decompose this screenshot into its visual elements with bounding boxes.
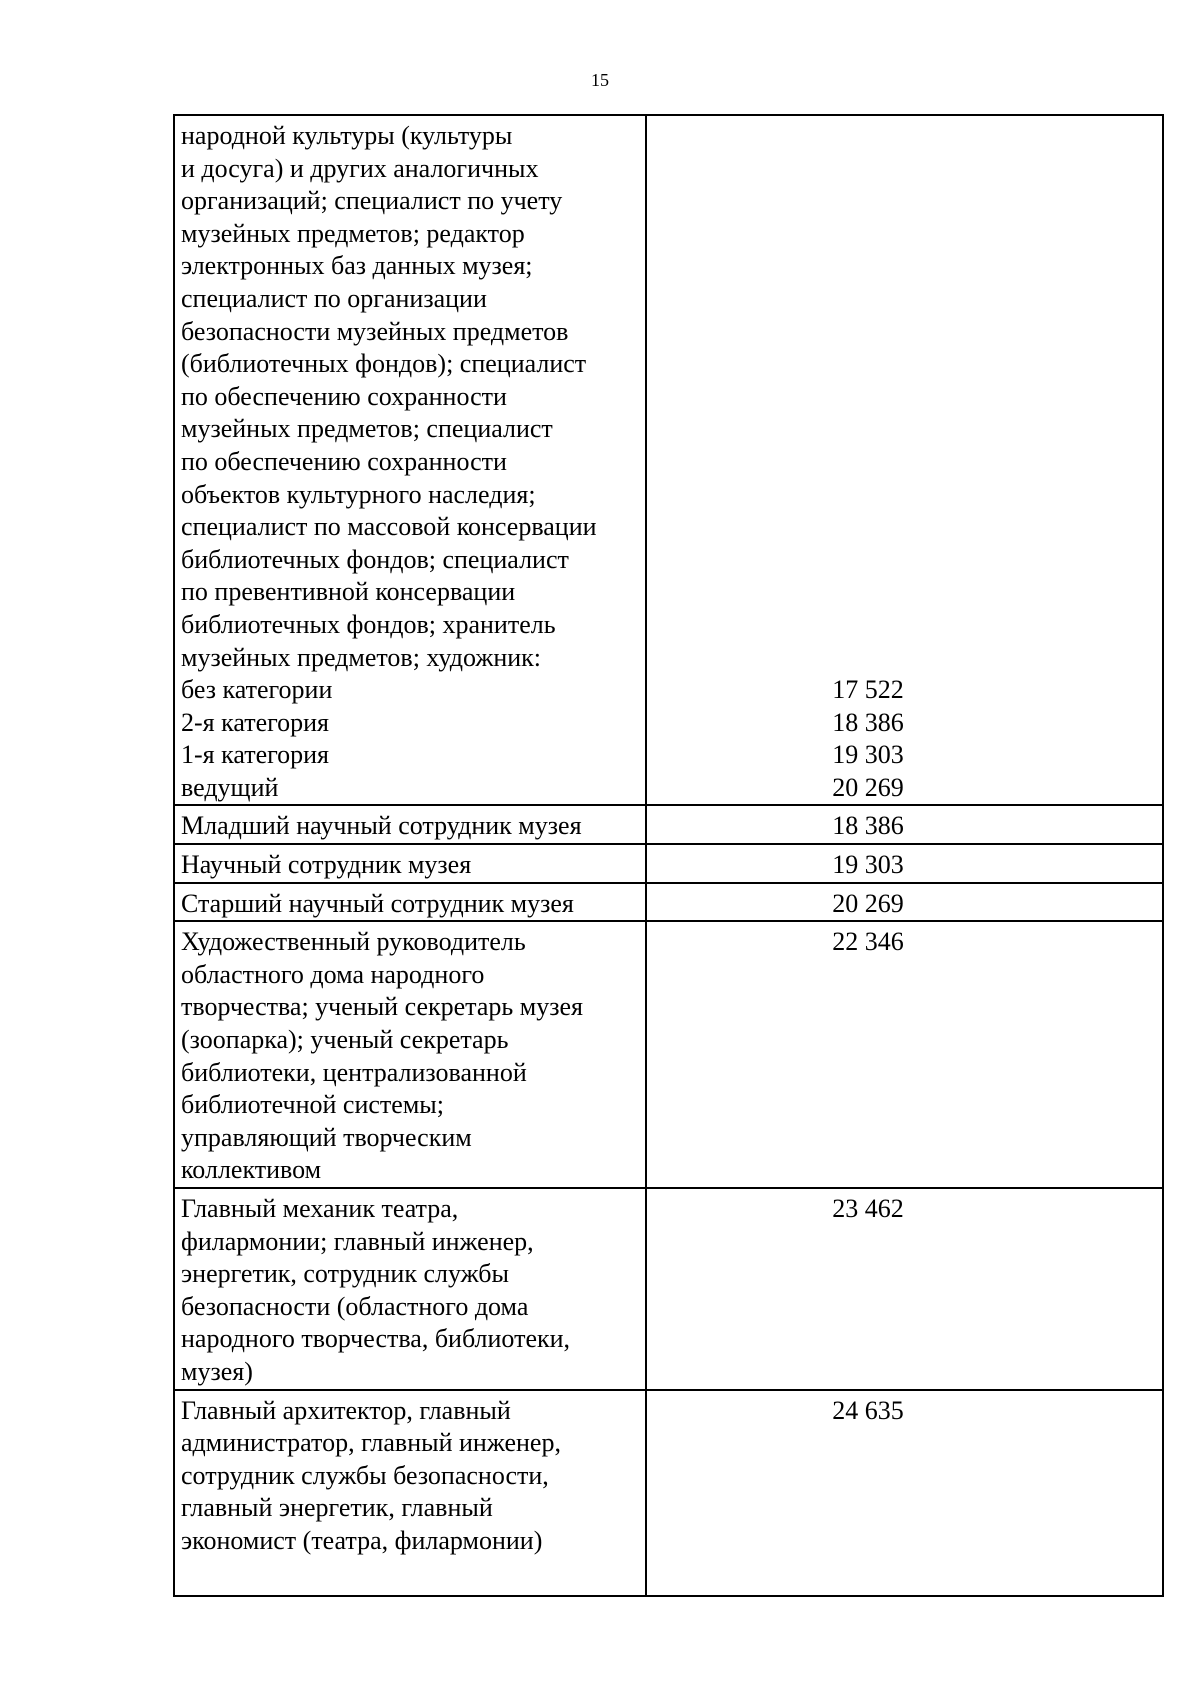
position-text: народного творчества, библиотеки, bbox=[181, 1324, 571, 1354]
position-text: библиотечной системы; bbox=[181, 1090, 444, 1120]
salary-cell bbox=[646, 1390, 1163, 1596]
position-cell bbox=[174, 115, 646, 805]
position-text: библиотеки, централизованной bbox=[181, 1057, 527, 1087]
position-text: филармонии; главный инженер, bbox=[181, 1226, 534, 1256]
salary-value: 19 303 bbox=[832, 740, 904, 770]
position-text: музея) bbox=[181, 1356, 253, 1386]
position-text: (библиотечных фондов); специалист bbox=[181, 349, 587, 379]
salary-value: 20 269 bbox=[832, 772, 904, 802]
table-row bbox=[174, 844, 1163, 883]
salary-value: 18 386 bbox=[832, 811, 904, 841]
table-row bbox=[174, 805, 1163, 844]
position-text: Научный сотрудник музея bbox=[181, 850, 472, 880]
table-row bbox=[174, 883, 1163, 922]
position-text: музейных предметов; специалист bbox=[181, 414, 553, 444]
position-text: сотрудник службы безопасности, bbox=[181, 1460, 549, 1490]
position-text: по превентивной консервации bbox=[181, 577, 516, 607]
salary-cell bbox=[646, 844, 1163, 883]
salary-cell bbox=[646, 921, 1163, 1188]
position-text: Художественный руководитель bbox=[181, 927, 526, 957]
category-label: ведущий bbox=[181, 772, 279, 802]
position-text: безопасности (областного дома bbox=[181, 1291, 529, 1321]
page-number: 15 bbox=[591, 70, 609, 90]
position-text: специалист по массовой консервации bbox=[181, 512, 597, 542]
table-row bbox=[174, 1390, 1163, 1596]
position-cell bbox=[174, 883, 646, 922]
position-text: администратор, главный инженер, bbox=[181, 1428, 561, 1458]
position-text: Главный архитектор, главный bbox=[181, 1395, 511, 1425]
position-text: областного дома народного bbox=[181, 959, 485, 989]
position-text: творчества; ученый секретарь музея bbox=[181, 992, 583, 1022]
salary-value: 23 462 bbox=[832, 1194, 904, 1223]
position-text: библиотечных фондов; хранитель bbox=[181, 609, 556, 639]
position-text: и досуга) и других аналогичных bbox=[181, 153, 539, 183]
category-label: 1-я категория bbox=[181, 740, 330, 770]
table-row bbox=[174, 1188, 1163, 1390]
position-text: (зоопарка); ученый секретарь bbox=[181, 1025, 509, 1055]
position-text: управляющий творческим bbox=[181, 1122, 472, 1152]
position-text: библиотечных фондов; специалист bbox=[181, 544, 569, 574]
category-label: без категории bbox=[181, 675, 333, 705]
position-cell bbox=[174, 1188, 646, 1390]
salary-value: 19 303 bbox=[832, 850, 904, 880]
position-text: Главный механик театра, bbox=[181, 1194, 459, 1223]
salary-value: 17 522 bbox=[832, 675, 904, 705]
salary-cell bbox=[646, 1188, 1163, 1390]
position-text: народной культуры (культуры bbox=[181, 121, 513, 150]
position-text: специалист по организации bbox=[181, 283, 487, 313]
salary-value: 22 346 bbox=[832, 927, 904, 957]
position-text: Старший научный сотрудник музея bbox=[181, 888, 574, 918]
position-text: организаций; специалист по учету bbox=[181, 186, 563, 216]
salary-value: 20 269 bbox=[832, 888, 904, 918]
table-row bbox=[174, 115, 1163, 805]
position-text: по обеспечению сохранности bbox=[181, 381, 507, 411]
salary-cell bbox=[646, 883, 1163, 922]
table-row bbox=[174, 921, 1163, 1188]
position-text: Младший научный сотрудник музея bbox=[181, 811, 582, 841]
position-cell bbox=[174, 805, 646, 844]
position-text: электронных баз данных музея; bbox=[181, 251, 533, 281]
salary-table bbox=[173, 114, 1164, 1597]
position-text: безопасности музейных предметов bbox=[181, 316, 569, 346]
position-text: по обеспечению сохранности bbox=[181, 446, 507, 476]
position-cell bbox=[174, 844, 646, 883]
position-cell bbox=[174, 1390, 646, 1596]
salary-value: 24 635 bbox=[832, 1395, 904, 1425]
salary-cell bbox=[646, 805, 1163, 844]
position-cell bbox=[174, 921, 646, 1188]
position-text: музейных предметов; редактор bbox=[181, 218, 525, 248]
position-text: коллективом bbox=[181, 1155, 322, 1185]
salary-value: 18 386 bbox=[832, 707, 904, 737]
position-text: экономист (театра, филармонии) bbox=[181, 1525, 543, 1555]
category-label: 2-я категория bbox=[181, 707, 330, 737]
salary-cell bbox=[646, 115, 1163, 805]
position-text: объектов культурного наследия; bbox=[181, 479, 536, 509]
position-text: энергетик, сотрудник службы bbox=[181, 1259, 509, 1289]
position-text: главный энергетик, главный bbox=[181, 1493, 493, 1523]
position-text: музейных предметов; художник: bbox=[181, 642, 542, 672]
